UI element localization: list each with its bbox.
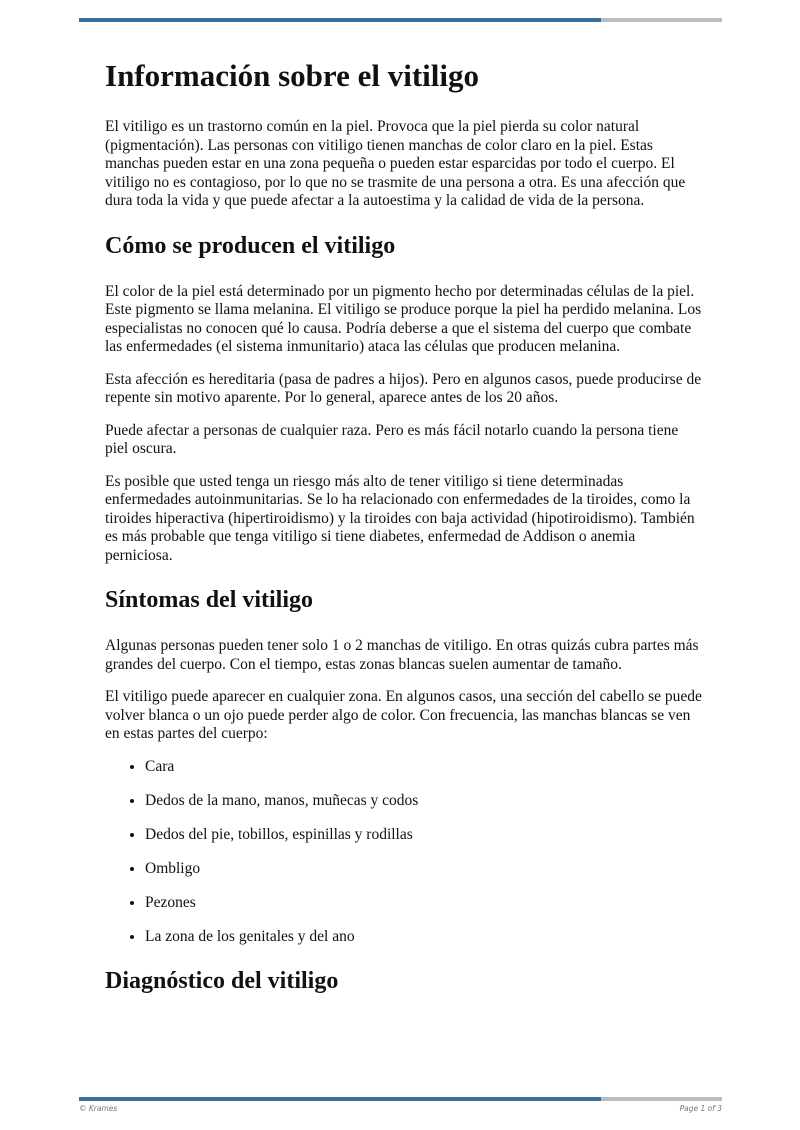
- list-item: • Ombligo: [145, 860, 703, 879]
- list-item: • Cara: [145, 758, 703, 777]
- list-item: • La zona de los genitales y del ano: [145, 928, 703, 947]
- section-heading-causes: Cómo se producen el vitiligo: [105, 232, 396, 259]
- list-item: • Dedos del pie, tobillos, espinillas y rodillas: [145, 826, 703, 845]
- list-item: • Pezones: [145, 894, 703, 913]
- section-heading-diagnosis: Diagnóstico del vitiligo: [105, 968, 339, 994]
- footer-rule-grey: [601, 1097, 722, 1101]
- document-body: [105, 56, 703, 1018]
- body-parts-list: [105, 758, 703, 947]
- paragraph: Puede afectar a personas de cualquier raza. Pero es más fácil notarlo cuando la persona tiene piel oscura.: [105, 421, 679, 457]
- paragraph: El color de la piel está determinado por un pigmento hecho por determinadas células de la piel. Este pigmento se llama melanina. El vitiligo se produce porque la piel ha perdido melanina. Los especialistas no conocen qué lo causa. Podría deberse a que el sistema del cuerpo que combate las enfermedades (el sistema inmunitario) ataca las células que producen melanina.: [105, 282, 702, 355]
- section-heading-symptoms: Síntomas del vitiligo: [105, 587, 314, 613]
- footer-page-number: Page 1 of 3: [679, 1104, 722, 1113]
- footer-copyright: © Krames: [79, 1104, 118, 1113]
- paragraph: Es posible que usted tenga un riesgo más alto de tener vitiligo si tiene determinadas enfermedades autoinmunitarias. Se lo ha relacionado con enfermedades de la tiroides, como la tiroides hiperactiva (hipertiroidismo) y la tiroides con baja actividad (hipotiroidismo). También es más probable que tenga vitiligo si tiene diabetes, enfermedad de Addison o anemia perniciosa.: [105, 472, 695, 564]
- intro-paragraph: El vitiligo es un trastorno común en la piel. Provoca que la piel pierda su color natural (pigmentación). Las personas con vitiligo tienen manchas de color claro en la piel. Estas manchas pueden estar en una zona pequeña o pueden estar esparcidas por todo el cuerpo. El vitiligo no es contagioso, por lo que no se trasmite de una persona a otra. Es una afección que dura toda la vida y que puede afectar a la autoestima y la calidad de vida de la persona.: [105, 118, 686, 209]
- paragraph: Algunas personas pueden tener solo 1 o 2 manchas de vitiligo. En otras quizás cubra partes más grandes del cuerpo. Con el tiempo, estas zonas blancas suelen aumentar de tamaño.: [105, 637, 699, 673]
- footer-rule: [79, 1097, 722, 1101]
- page-footer: [79, 1097, 722, 1113]
- header-rule-grey: [601, 18, 722, 22]
- paragraph: Esta afección es hereditaria (pasa de padres a hijos). Pero en algunos casos, puede producirse de repente sin motivo aparente. Por lo general, aparece antes de los 20 años.: [105, 370, 702, 406]
- paragraph: El vitiligo puede aparecer en cualquier zona. En algunos casos, una sección del cabello se puede volver blanca o un ojo puede perder algo de color. Con frecuencia, las manchas blancas se ven en estas partes del cuerpo:: [105, 688, 702, 742]
- header-rule-accent: [79, 18, 601, 22]
- page-title: Información sobre el vitiligo: [105, 58, 479, 93]
- header-rule: [79, 18, 722, 22]
- list-item: • Dedos de la mano, manos, muñecas y codos: [145, 792, 703, 811]
- footer-rule-accent: [79, 1097, 601, 1101]
